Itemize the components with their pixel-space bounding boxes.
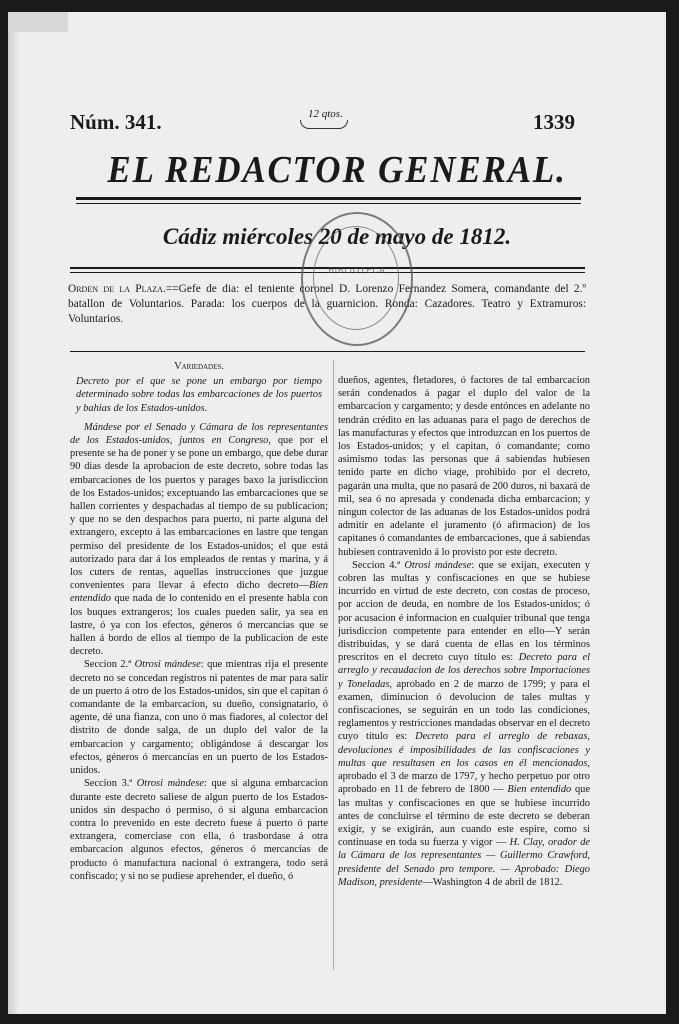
page-number: 1339: [533, 110, 575, 134]
page-shadow: [8, 12, 20, 1014]
paragraph-italic: Decreto para el arreglo y recaudacion de los derechos sobre Importaciones y Toneladas,: [338, 652, 590, 690]
paragraph-text: que las multas y confiscaciones en que se hubiese incurrido antes de concluirse el término de este decreto se deberan exigir, y se exigirán, aun cuando este espire, como si continuase en toda su fuerza y vigor —: [338, 784, 590, 849]
title-rule: [76, 197, 581, 200]
section-label: Seccion 3.ª: [84, 778, 137, 790]
paragraph: dueños, agentes, fletadores, ó factores de tal embarcacion serán condenados á pagar el duplo del valor de la embarcacion y cargamento; y desde entónces en adelante no tendrán crédito en las aduanas para el pago de derechos de las manufacturas y efectos que introduzcan en los puertos de los Estados-unidos; y el capitan, ó comandante; como asimismo todas las personas que á sabiendas hubiesen tenido parte en dicho viage, prohibido por el decreto, pagarán una multa, que no pasará de 200 duros, ni baxará de mil, sea ó no apresada y condenada dicha embarcacion; y ningun colector de las aduanas de los Estados-unidos podrá admitir en adelante el juramento (ó afirmacion) de los capitanes ó comandantes de embarcaciones, que á sabiendas hubiesen contravenido á lo provisto por este decreto.: [338, 375, 590, 558]
paragraph-italic: H. Clay, orador de la Cámara de los representantes — Guillermo Crawford, presidente del Senado pro tempore. — Aprobado: Diego Madison, presidente: [338, 837, 590, 888]
paragraph-italic: Decreto para el arreglo de rebaxas, devoluciones é imposibilidades de las confiscaciones y multas que resultasen en los casos en él mencionados,: [338, 731, 590, 769]
paragraph-italic: Otrosi mándese: [136, 778, 204, 790]
paragraph-italic: Bien entendido: [70, 580, 328, 605]
right-column: [338, 374, 590, 970]
paragraph-text: : que si alguna embarcacion durante este decreto saliese de algun puerto de los Estados-unidos sin despacho ó permiso, ó si alguna embarcacion contra lo prevenido en este decreto fuese á puerto ó parte extrangera, comerciase con ella, ó trasbordase á otra embarcacion algunos efectos, géneros ó mercancías de producto ó manufactura nacional ó extrangera, todo será confiscado; y si no se pudiese aprehender, el dueño, ó: [70, 778, 328, 882]
paragraph-text: : que se exijan, executen y cobren las multas y confiscaciones en que se hubiese incurrido en virtud de este decreto, con costas de proceso, por accion de deuda, en nombre de los Estados-unidos; ó por acusacion é informacion en cualquier tribunal que tenga jurisdiccion competente para entender en ello—Y serán distribuidas, y se dará cuenta de ellas en los términos prescritos en el decreto cuyo título es:: [338, 559, 590, 664]
section-label: Seccion 2.ª: [84, 659, 135, 671]
paragraph: [70, 777, 328, 883]
issue-number: Núm. 341.: [70, 110, 162, 134]
left-column: [70, 360, 328, 970]
orden-label: Orden de la Plaza.: [68, 283, 166, 295]
paragraph-text: que nada de lo contenido en el presente habla con los buques extrangeros; los cuales pueden salir, ya sea en lastre, ó ya con los efectos, géneros ó mercancías que se hallen á bordo de ellos al tiempo de la publicacion de este decreto.: [70, 593, 328, 658]
library-stamp: [301, 212, 413, 346]
paragraph-italic: Mándese por el Senado y Cámara de los representantes de los Estados-unidos, juntos en Congreso,: [70, 421, 328, 447]
newspaper-title: EL REDACTOR GENERAL.: [107, 149, 567, 191]
section-rule: [70, 351, 585, 352]
section-label: Seccion 4.ª: [352, 559, 405, 571]
library-stamp-text: BIBLIOTECA: [328, 266, 386, 275]
newspaper-page: [8, 12, 666, 1014]
column-divider: [333, 360, 334, 970]
paragraph-italic: Otrosi mándese: [404, 559, 472, 571]
paragraph: [338, 559, 590, 889]
paragraph-text: aprobado el 3 de marzo de 1797, y hecho perpetuo por otro aprobado en 11 de febrero de 1800 —: [338, 771, 590, 796]
paragraph-italic: Bien entendido: [507, 784, 572, 796]
page-corner: [8, 12, 68, 32]
paragraph-text: aprobado en 2 de marzo de 1799; y para el examen, diminucion ó devolucion de tales multas y confiscaciones, se seguirán en un todo las condiciones, reglamentos y restricciones mandadas observar en el decreto cuyo título es:: [338, 678, 590, 743]
section-heading: Variedades.: [174, 361, 224, 372]
paragraph: [70, 658, 328, 777]
library-stamp-inner: [313, 226, 399, 330]
title-rule-thin: [76, 203, 581, 204]
paragraph: [70, 421, 328, 659]
paragraph-text: que por el presente se ha de poner y se pone un embargo, que debe durar 90 dias desde la aprobacion de este decreto, sobre todas las embarcaciones de los puertos y parages baxo la jurisdiccion de los Estados-unidos; exceptuando las embarcaciones que se hallen corrientes y despachadas al tiempo de su publicacion; y que no se den despachos para puerto, ni parte alguna del extrangero, excepto á las embarcaciones en lastre que tengan permiso del presidente de los Estados-unidos; el que está autorizado para dar á los empleados de rentas y marina, y á los cuters de rentas, aquellas instrucciones que juzgue convenientes para llevar á efecto dicho decreto—: [70, 435, 328, 592]
paragraph-italic: Otrosi mándese: [134, 659, 201, 671]
paragraph-text: : que mientras rija el presente decreto no se concedan registros ni patentes de mar para salir de un puerto á otro de los Estados-unidos, sin que el capitan ó comandante de la embarcacion, su dueño, consignatario, ó agente, dé una fianza, con uno ó mas fiadores, al colector del distrito de donde salga, de un duplo del valor de la embarcacion y cargamento; obligándose á descargar los efectos, géneros ó mercancías en un puerto de los Estados-unidos.: [70, 659, 328, 777]
decree-title: Decreto por el que se pone un embargo por tiempo determinado sobre todas las embarcaciones de los puertos y bahias de los Estados-unidos.: [76, 376, 322, 414]
orden-text: ==Gefe de dia: el teniente coronel D. Lorenzo Fernandez Somera, comandante del 2.º batallon de Voluntarios. Parada: los cuerpos de la guarnicion. Ronda: Cazadores. Teatro y Extramuros: Voluntarios.: [68, 283, 587, 325]
paragraph-text: —Washington 4 de abril de 1812.: [422, 876, 563, 888]
dateline: Cádiz miércoles 20 de mayo de 1812.: [162, 224, 512, 249]
issue-price: 12 qtos.: [308, 108, 343, 120]
price-brace: [300, 120, 348, 129]
